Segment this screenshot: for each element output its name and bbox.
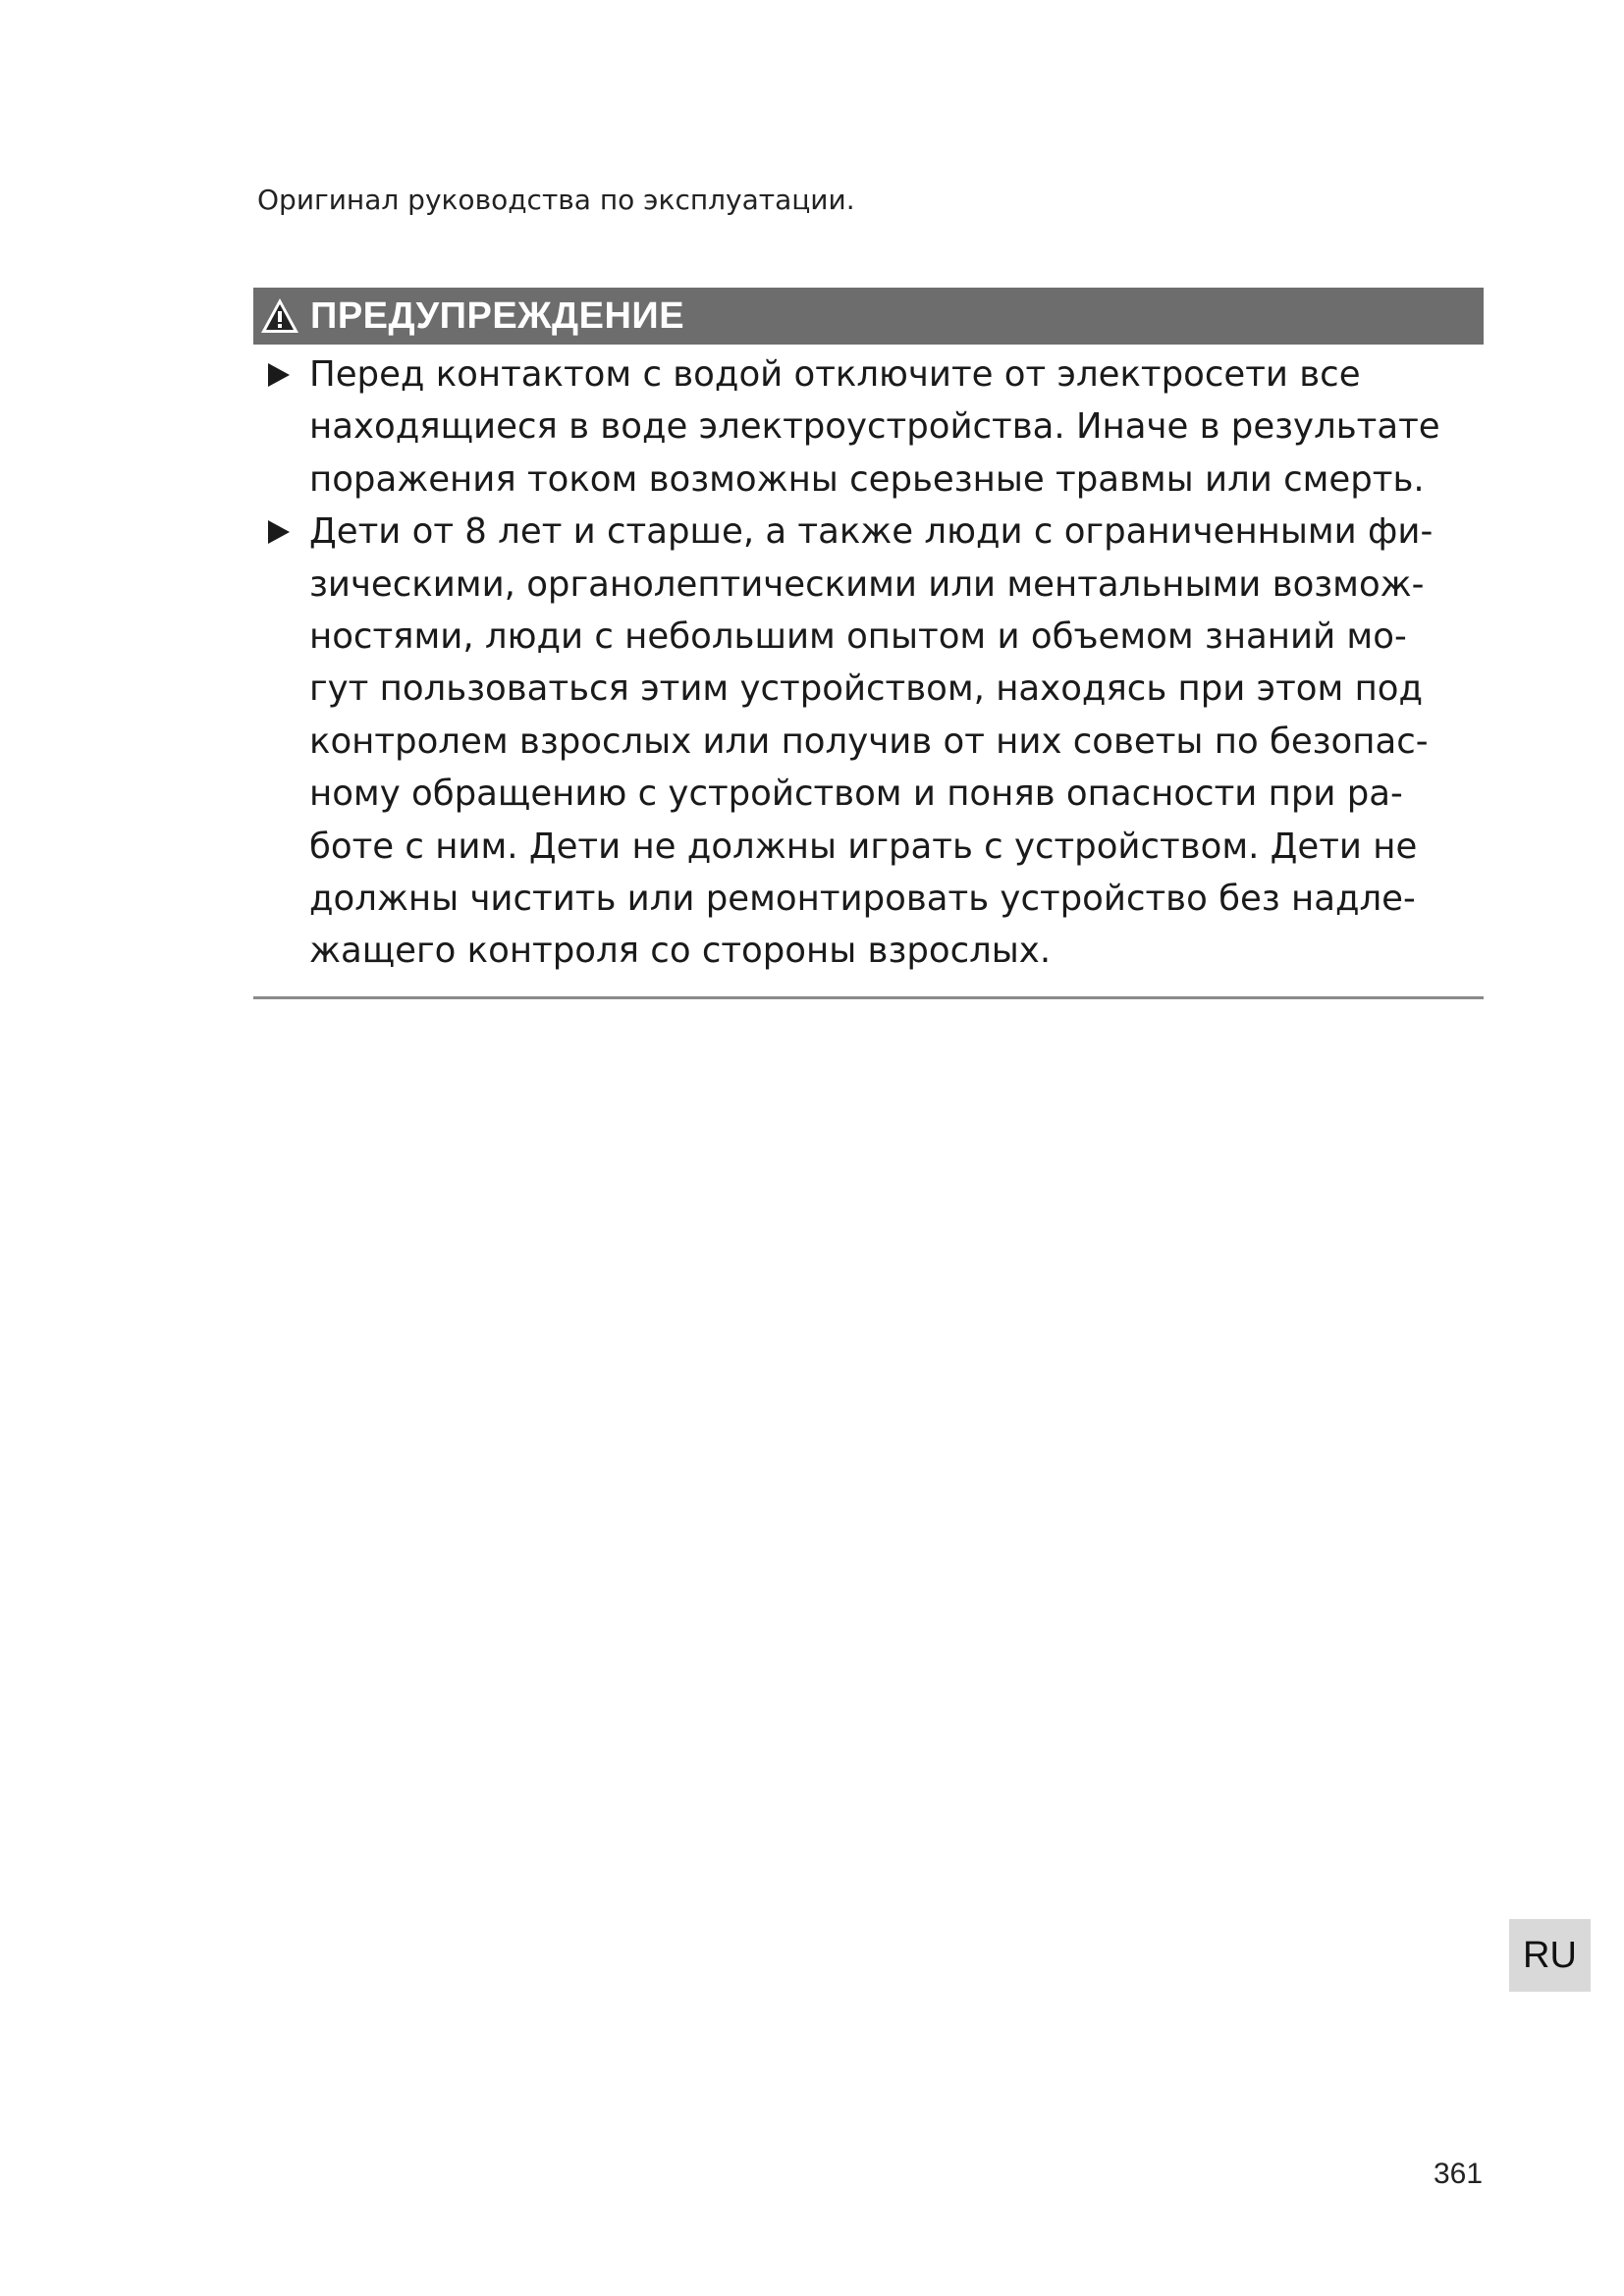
- intro-text: Оригинал руководства по эксплуатации.: [257, 184, 855, 216]
- warning-line: Дети от 8 лет и старше, а также люди с ограниченными фи-: [309, 511, 1434, 553]
- warning-line: находящиеся в воде электроустройства. Иначе в результате: [309, 406, 1440, 448]
- warning-header: [253, 288, 1484, 345]
- warning-line: боте с ним. Дети не должны играть с устройством. Дети не: [309, 826, 1418, 867]
- warning-triangle-icon: [259, 295, 300, 337]
- triangle-bullet-icon: [268, 363, 290, 387]
- warning-title: ПРЕДУПРЕЖДЕНИЕ: [310, 294, 685, 337]
- warning-line: должны чистить или ремонтировать устройство без надле-: [309, 879, 1416, 920]
- warning-line: жащего контроля со стороны взрослых.: [309, 931, 1052, 972]
- warning-item: [253, 348, 1484, 506]
- warning-line: контролем взрослых или получив от них советы по безопас-: [309, 721, 1429, 762]
- warning-item: [253, 506, 1484, 978]
- section-divider: [253, 996, 1484, 999]
- warning-line: Перед контактом с водой отключите от электросети все: [309, 354, 1361, 395]
- warning-line: ностями, люди с небольшим опытом и объемом знаний мо-: [309, 616, 1407, 658]
- warning-line: поражения током возможны серьезные травмы или смерть.: [309, 458, 1425, 500]
- warning-list: [253, 348, 1484, 978]
- warning-line: гут пользоваться этим устройством, находясь при этом под: [309, 668, 1424, 710]
- triangle-bullet-icon: [268, 520, 290, 544]
- warning-line: ному обращению с устройством и поняв опасности при ра-: [309, 774, 1403, 815]
- page-number: 361: [1434, 2158, 1484, 2190]
- warning-line: зическими, органолептическими или ментальными возмож-: [309, 563, 1425, 605]
- language-tab: RU: [1509, 1919, 1591, 1992]
